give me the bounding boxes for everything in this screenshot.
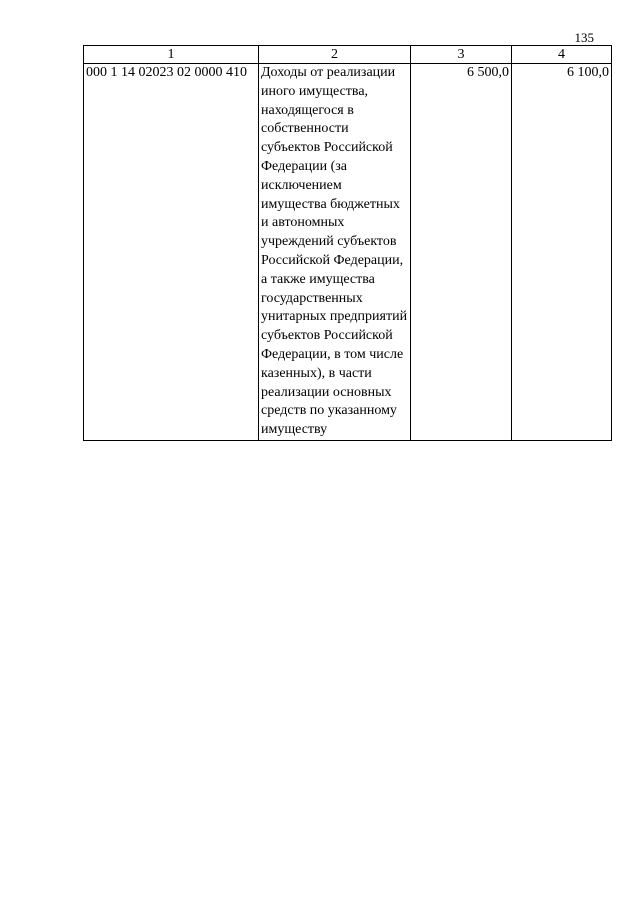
page-number: 135 xyxy=(574,30,594,45)
budget-table xyxy=(83,45,612,441)
amount-col3-cell: 6 500,0 xyxy=(411,64,512,441)
table-row xyxy=(84,64,612,441)
table-header-row xyxy=(84,46,612,64)
column-header-3: 3 xyxy=(411,46,512,64)
revenue-name-cell: Доходы от реализации иного имущества, находящегося в собственности субъектов Российской Федерации (за исключением имущества бюджетных и автономных учреждений субъектов Российской Федерации, а также имущества государственных унитарных предприятий субъектов Российской Федерации, в том числе казенных), в части реализации основных средств по указанному имуществу xyxy=(259,64,411,441)
amount-col4-cell: 6 100,0 xyxy=(512,64,612,441)
column-header-4: 4 xyxy=(512,46,612,64)
column-header-1: 1 xyxy=(84,46,259,64)
budget-code-cell: 000 1 14 02023 02 0000 410 xyxy=(84,64,259,441)
column-header-2: 2 xyxy=(259,46,411,64)
